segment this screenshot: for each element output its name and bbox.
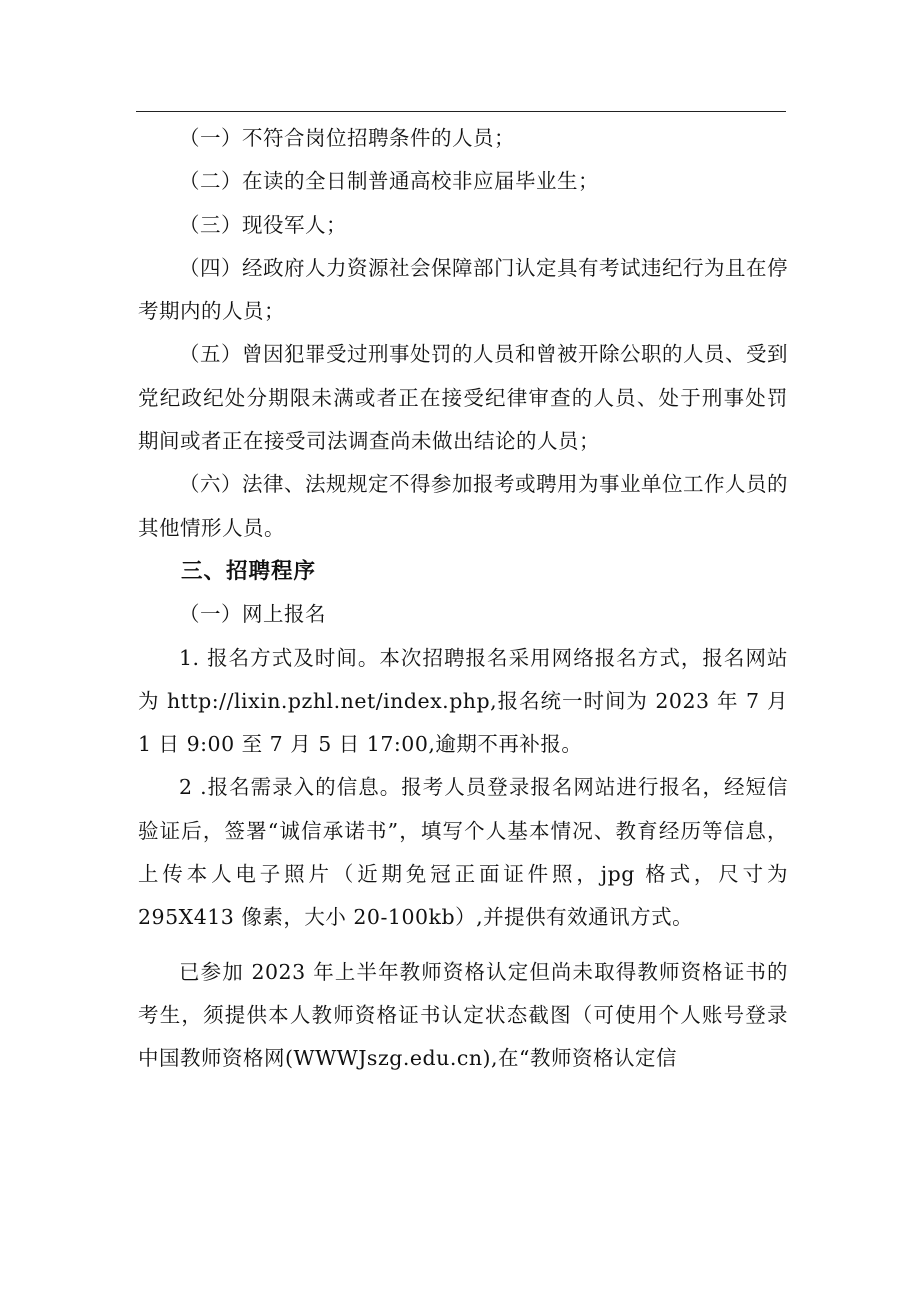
subsection-heading: （一）网上报名 bbox=[179, 602, 326, 627]
header-rule bbox=[136, 111, 786, 112]
paragraph-exclusion-6: （六）法律、法规规定不得参加报考或聘用为事业单位工作人员的其他情形人员。 bbox=[138, 472, 788, 540]
paragraph-exclusion-5: （五）曾因犯罪受过刑事处罚的人员和曾被开除公职的人员、受到党纪政纪处分期限未满或者正在接受纪律审查的人员、处于刑事处罚期间或者正在接受司法调查尚未做出结论的人员； bbox=[138, 342, 788, 454]
paragraph-exclusion-1: （一）不符合岗位招聘条件的人员； bbox=[179, 126, 515, 150]
paragraph-exclusion-3: （三）现役军人； bbox=[179, 212, 347, 237]
paragraph-exclusion-2: （二）在读的全日制普通高校非应届毕业生； bbox=[179, 169, 599, 194]
paragraph-exclusion-4: （四）经政府人力资源社会保障部门认定具有考试违纪行为且在停考期内的人员； bbox=[138, 255, 788, 324]
section-heading: 三、招聘程序 bbox=[181, 558, 317, 584]
paragraph-registration-info: 2 .报名需录入的信息。报考人员登录报名网站进行报名，经短信验证后，签署“诚信承诺书”，填写个人基本情况、教育经历等信息，上传本人电子照片（近期免冠正面证件照，jpg 格式，尺寸为 295X413 像素，大小 20-100kb）,并提供有效通讯方式。 bbox=[138, 775, 788, 930]
paragraph-registration-method: 1. 报名方式及时间。本次招聘报名采用网络报名方式，报名网站为 http://lixin.pzhl.net/index.php,报名统一时间为 2023 年 7 月 1 日 9:00 至 7 月 5 日 17:00,逾期不再补报。 bbox=[138, 645, 788, 757]
document-body bbox=[138, 117, 788, 1081]
paragraph-teacher-certificate: 已参加 2023 年上半年教师资格认定但尚未取得教师资格证书的考生，须提供本人教师资格证书认定状态截图（可使用个人账号登录中国教师资格网(WWWJszg.edu.cn),在“教师资格认定信 bbox=[138, 959, 788, 1071]
